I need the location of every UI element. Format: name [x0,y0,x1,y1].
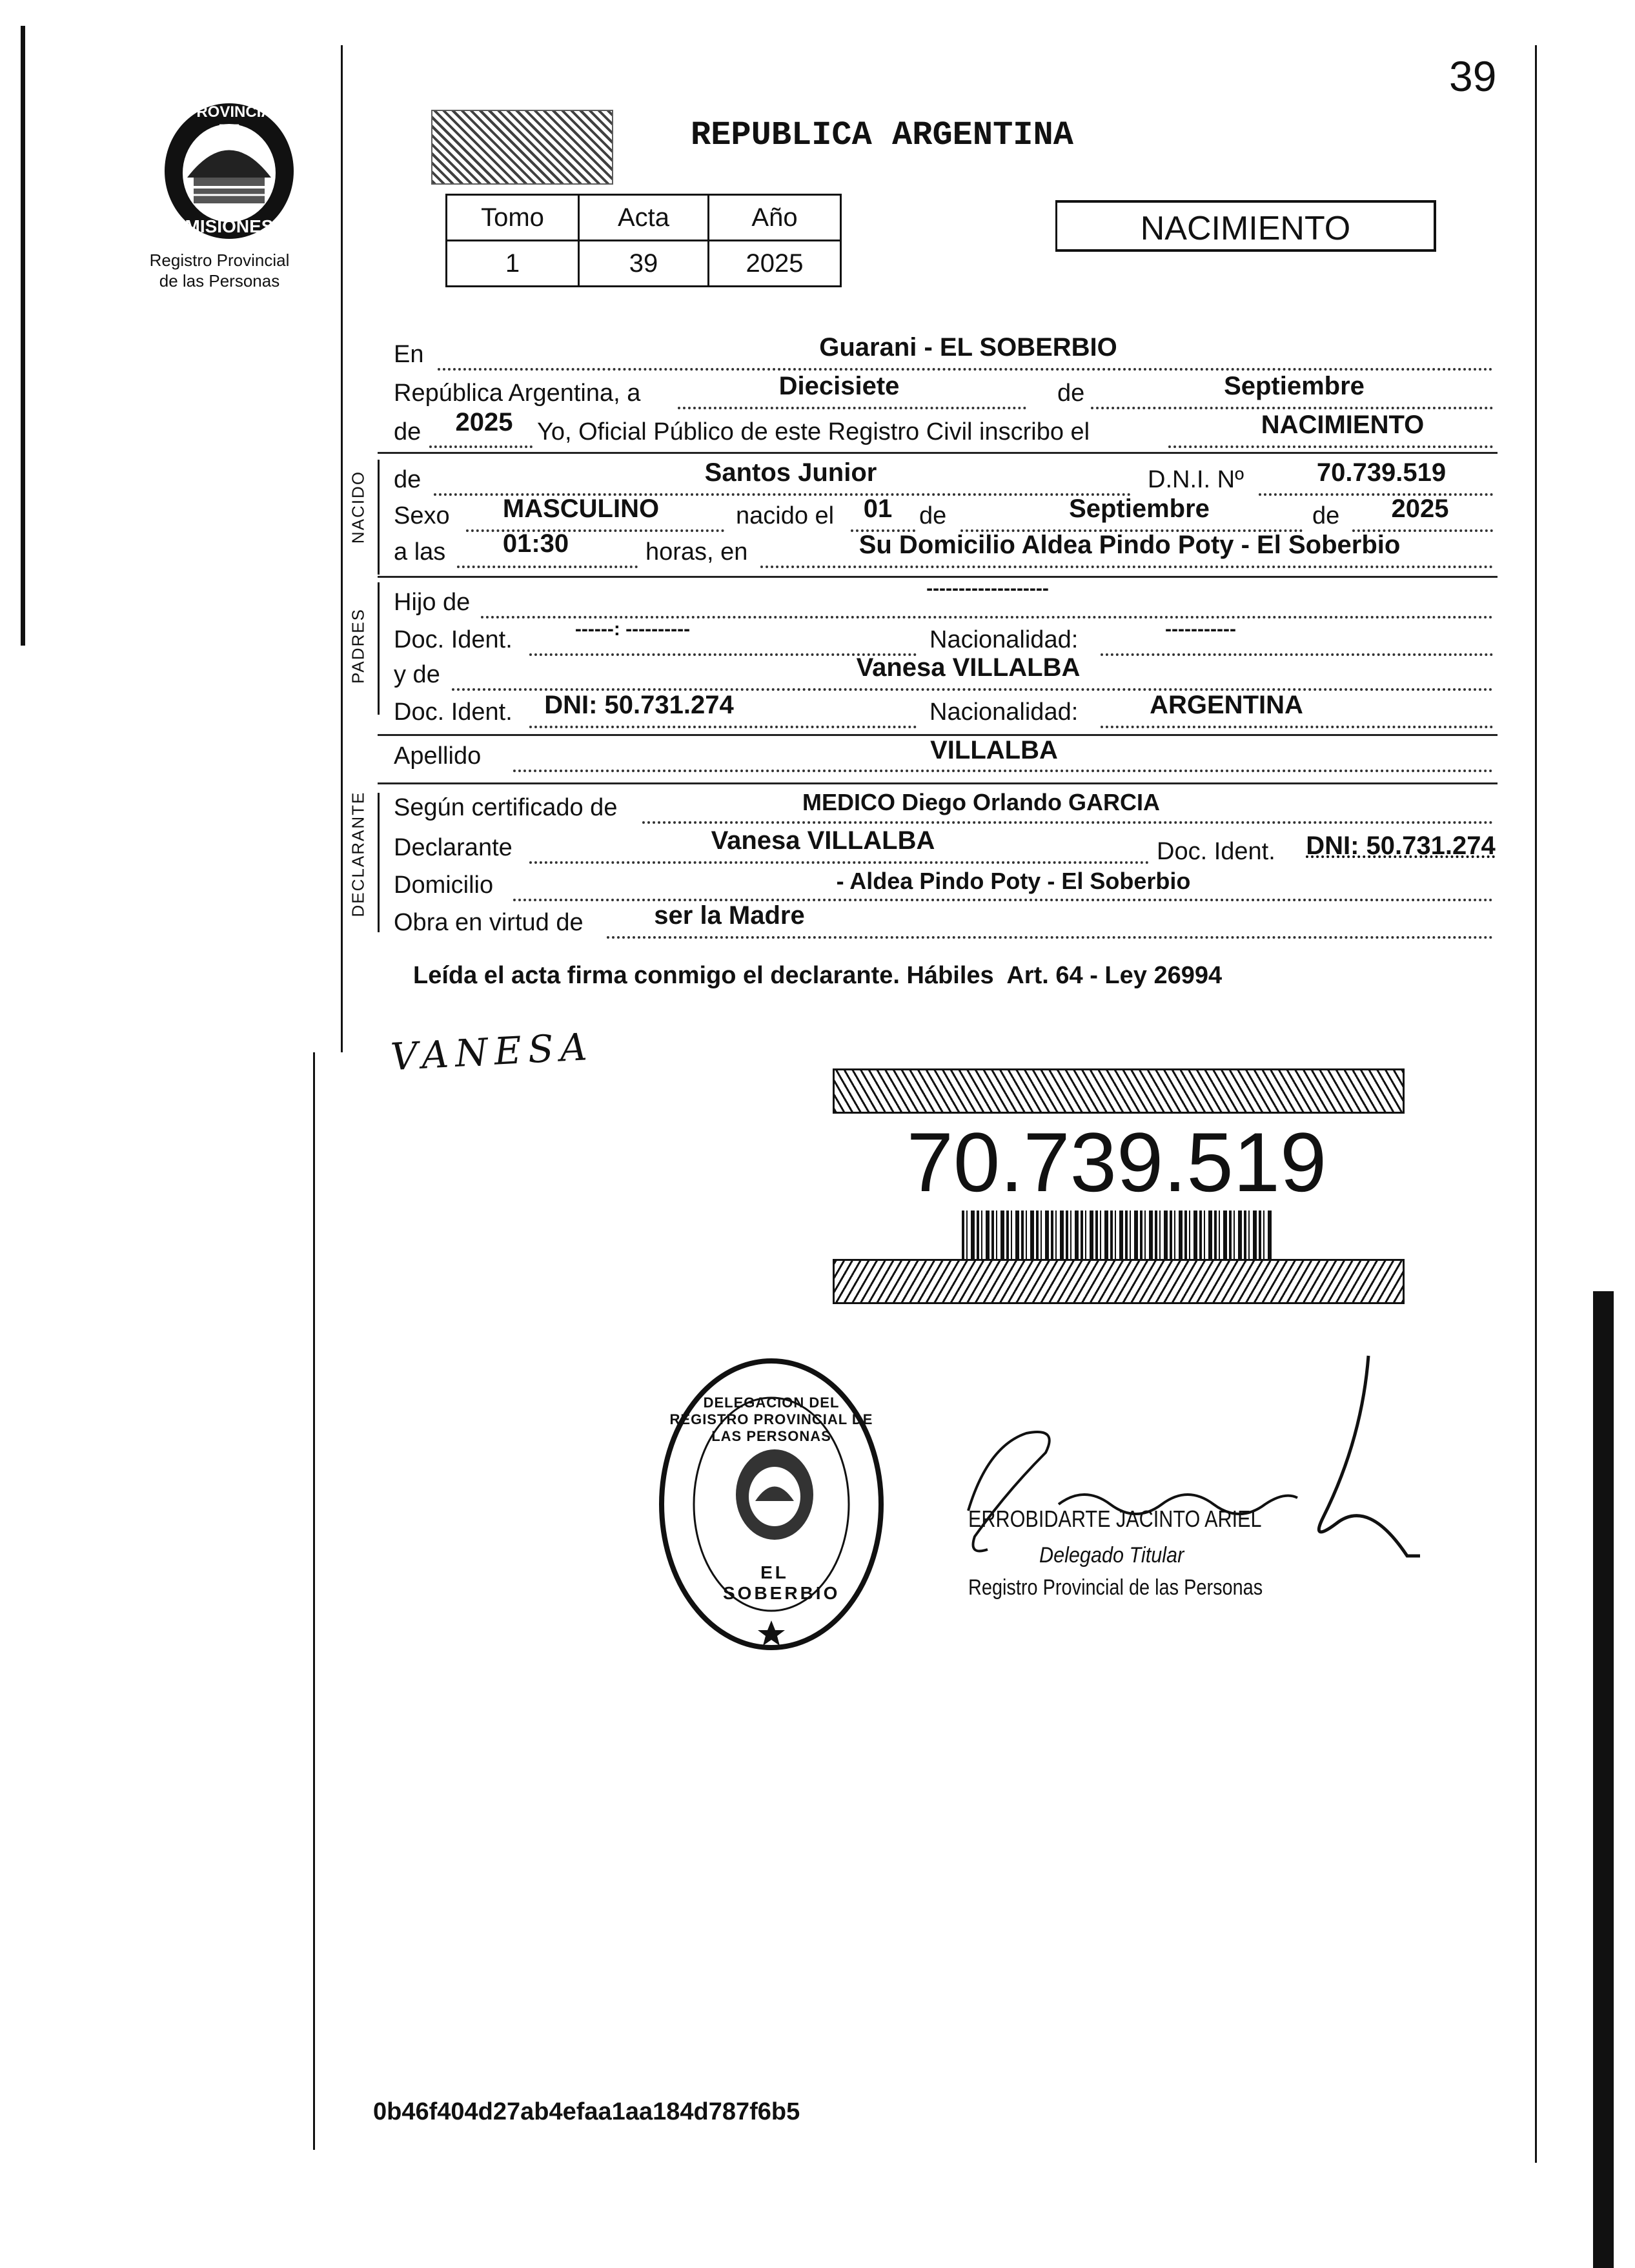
time-dots [457,566,638,568]
padres-side-label: PADRES [348,608,368,684]
day-value: Diecisiete [778,372,900,400]
stamp-text: DELEGACION DEL REGISTRO PROVINCIAL DE LAS PERSONAS [669,1395,873,1444]
act-table [445,194,842,287]
decl-dots [529,861,1149,864]
registry-name-line2: de las Personas [159,271,280,291]
nac1-label: Nacionalidad: [929,626,1079,653]
apellido-dots [513,770,1493,772]
decl-label: Declarante [394,834,513,861]
month-dots [1091,407,1493,409]
year-dots [429,445,533,448]
left-margin-bar [21,26,25,646]
dom-value: - Aldea Pindo Poty - El Soberbio [836,868,1191,894]
obra-dots [607,936,1493,939]
birth-year-value: 2025 [1391,495,1449,523]
country-title: REPUBLICA ARGENTINA [691,116,1073,154]
official-stamp [652,1349,891,1659]
header-anio: Año [709,195,841,241]
declarante-bracket [378,793,380,932]
security-strip-top [833,1068,1405,1114]
header-rule [378,452,1498,454]
sexo-label: Sexo [394,502,450,529]
dni-label: D.N.I. Nº [1148,466,1244,493]
en-label: En [394,341,424,368]
obra-label: Obra en virtud de [394,909,584,936]
en-value: Guarani - EL SOBERBIO [819,333,1117,362]
nac2-value: ARGENTINA [1150,691,1303,719]
frame-line-left-top [341,45,343,1052]
cert-value: MEDICO Diego Orlando GARCIA [802,789,1160,815]
de-label-2: de [394,418,421,445]
page-number: 39 [1449,52,1497,100]
nacido-bracket [378,460,380,575]
doc1-value: ------: ---------- [574,618,691,640]
name-value: Santos Junior [704,458,877,487]
month-value: Septiembre [1224,372,1365,400]
dom-label: Domicilio [394,872,494,899]
republica-label: República Argentina, a [394,380,641,407]
cert-dots [642,821,1493,824]
doc2-label: Doc. Ident. [394,699,513,726]
security-strip-bottom [833,1259,1405,1304]
apellido-value: VILLALBA [930,736,1058,764]
de-label-1: de [1057,380,1085,407]
nac2-dots [1101,726,1493,728]
nacido-el-label: nacido el [736,502,835,529]
security-pattern [431,110,613,185]
official-name: ERROBIDARTE JACINTO ARIEL [968,1506,1262,1532]
sexo-value: MASCULINO [502,495,660,523]
hijo-label: Hijo de [394,589,471,616]
frame-line-left-bottom [313,1052,315,2150]
inscribe-value: NACIMIENTO [1261,411,1425,439]
place-value: Su Domicilio Aldea Pindo Poty - El Soberbio [858,531,1401,559]
official-signature [949,1343,1478,1614]
official-org: Registro Provincial de las Personas [968,1575,1263,1600]
official-title: Delegado Titular [1039,1543,1184,1568]
obra-value: ser la Madre [654,901,805,930]
padres-bracket [378,582,380,715]
seal-top-text: PROVINCIA DE [186,103,272,139]
nacido-side-label: NACIDO [348,470,368,544]
inscribe-dots [1168,445,1493,448]
frame-line-right [1535,45,1537,2163]
time-value: 01:30 [502,529,569,558]
birth-month-value: Septiembre [1069,495,1210,523]
declarant-signature: VANESA [389,1024,595,1079]
nacido-de-label-2: de [919,502,947,529]
value-tomo: 1 [447,241,579,287]
registry-logo [148,97,310,245]
header-tomo: Tomo [447,195,579,241]
seal-bottom-text: MISIONES [185,216,274,236]
place-dots [760,566,1493,568]
closing-statement: Leída el acta firma conmigo el declarante. Hábiles Art. 64 - Ley 26994 [413,962,1223,989]
birth-day-value: 01 [863,495,893,523]
header-acta: Acta [579,195,709,241]
decl-doc-label: Doc. Ident. [1157,838,1275,865]
nacido-de-label: de [394,466,421,493]
document-hash: 0b46f404d27ab4efaa1aa184d787f6b5 [373,2098,800,2125]
doc2-value: DNI: 50.731.274 [544,691,734,719]
registry-name-line1: Registro Provincial [149,250,290,270]
mother-value: Vanesa VILLALBA [856,653,1081,682]
right-edge-bar [1593,1291,1614,2268]
act-type-box: NACIMIENTO [1055,200,1436,252]
apellido-rule [378,782,1498,784]
nac1-dots [1101,653,1493,656]
doc2-dots [529,726,917,728]
nac2-label: Nacionalidad: [929,699,1079,726]
horas-label: horas, en [645,538,748,566]
decl-doc-value: DNI: 50.731.274 [1306,832,1496,860]
dni-value: 70.739.519 [1316,458,1447,487]
value-acta: 39 [579,241,709,287]
yde-label: y de [394,661,440,688]
en-dots [438,368,1493,371]
father-value: ------------------- [926,578,1049,599]
cert-label: Según certificado de [394,794,618,821]
nac1-value: ----------- [1165,618,1236,640]
day-dots [678,407,1026,409]
value-anio: 2025 [709,241,841,287]
nacido-de-label-3: de [1312,502,1340,529]
decl-value: Vanesa VILLALBA [711,826,935,855]
apellido-label: Apellido [394,742,482,770]
alas-label: a las [394,538,446,566]
doc1-label: Doc. Ident. [394,626,513,653]
id-number: 70.739.519 [906,1115,1327,1209]
stamp-city: EL SOBERBIO [723,1562,840,1603]
declarante-side-label: DECLARANTE [348,791,368,917]
official-text: Yo, Oficial Público de este Registro Civil inscribo el [537,418,1090,445]
year-value: 2025 [455,408,513,436]
